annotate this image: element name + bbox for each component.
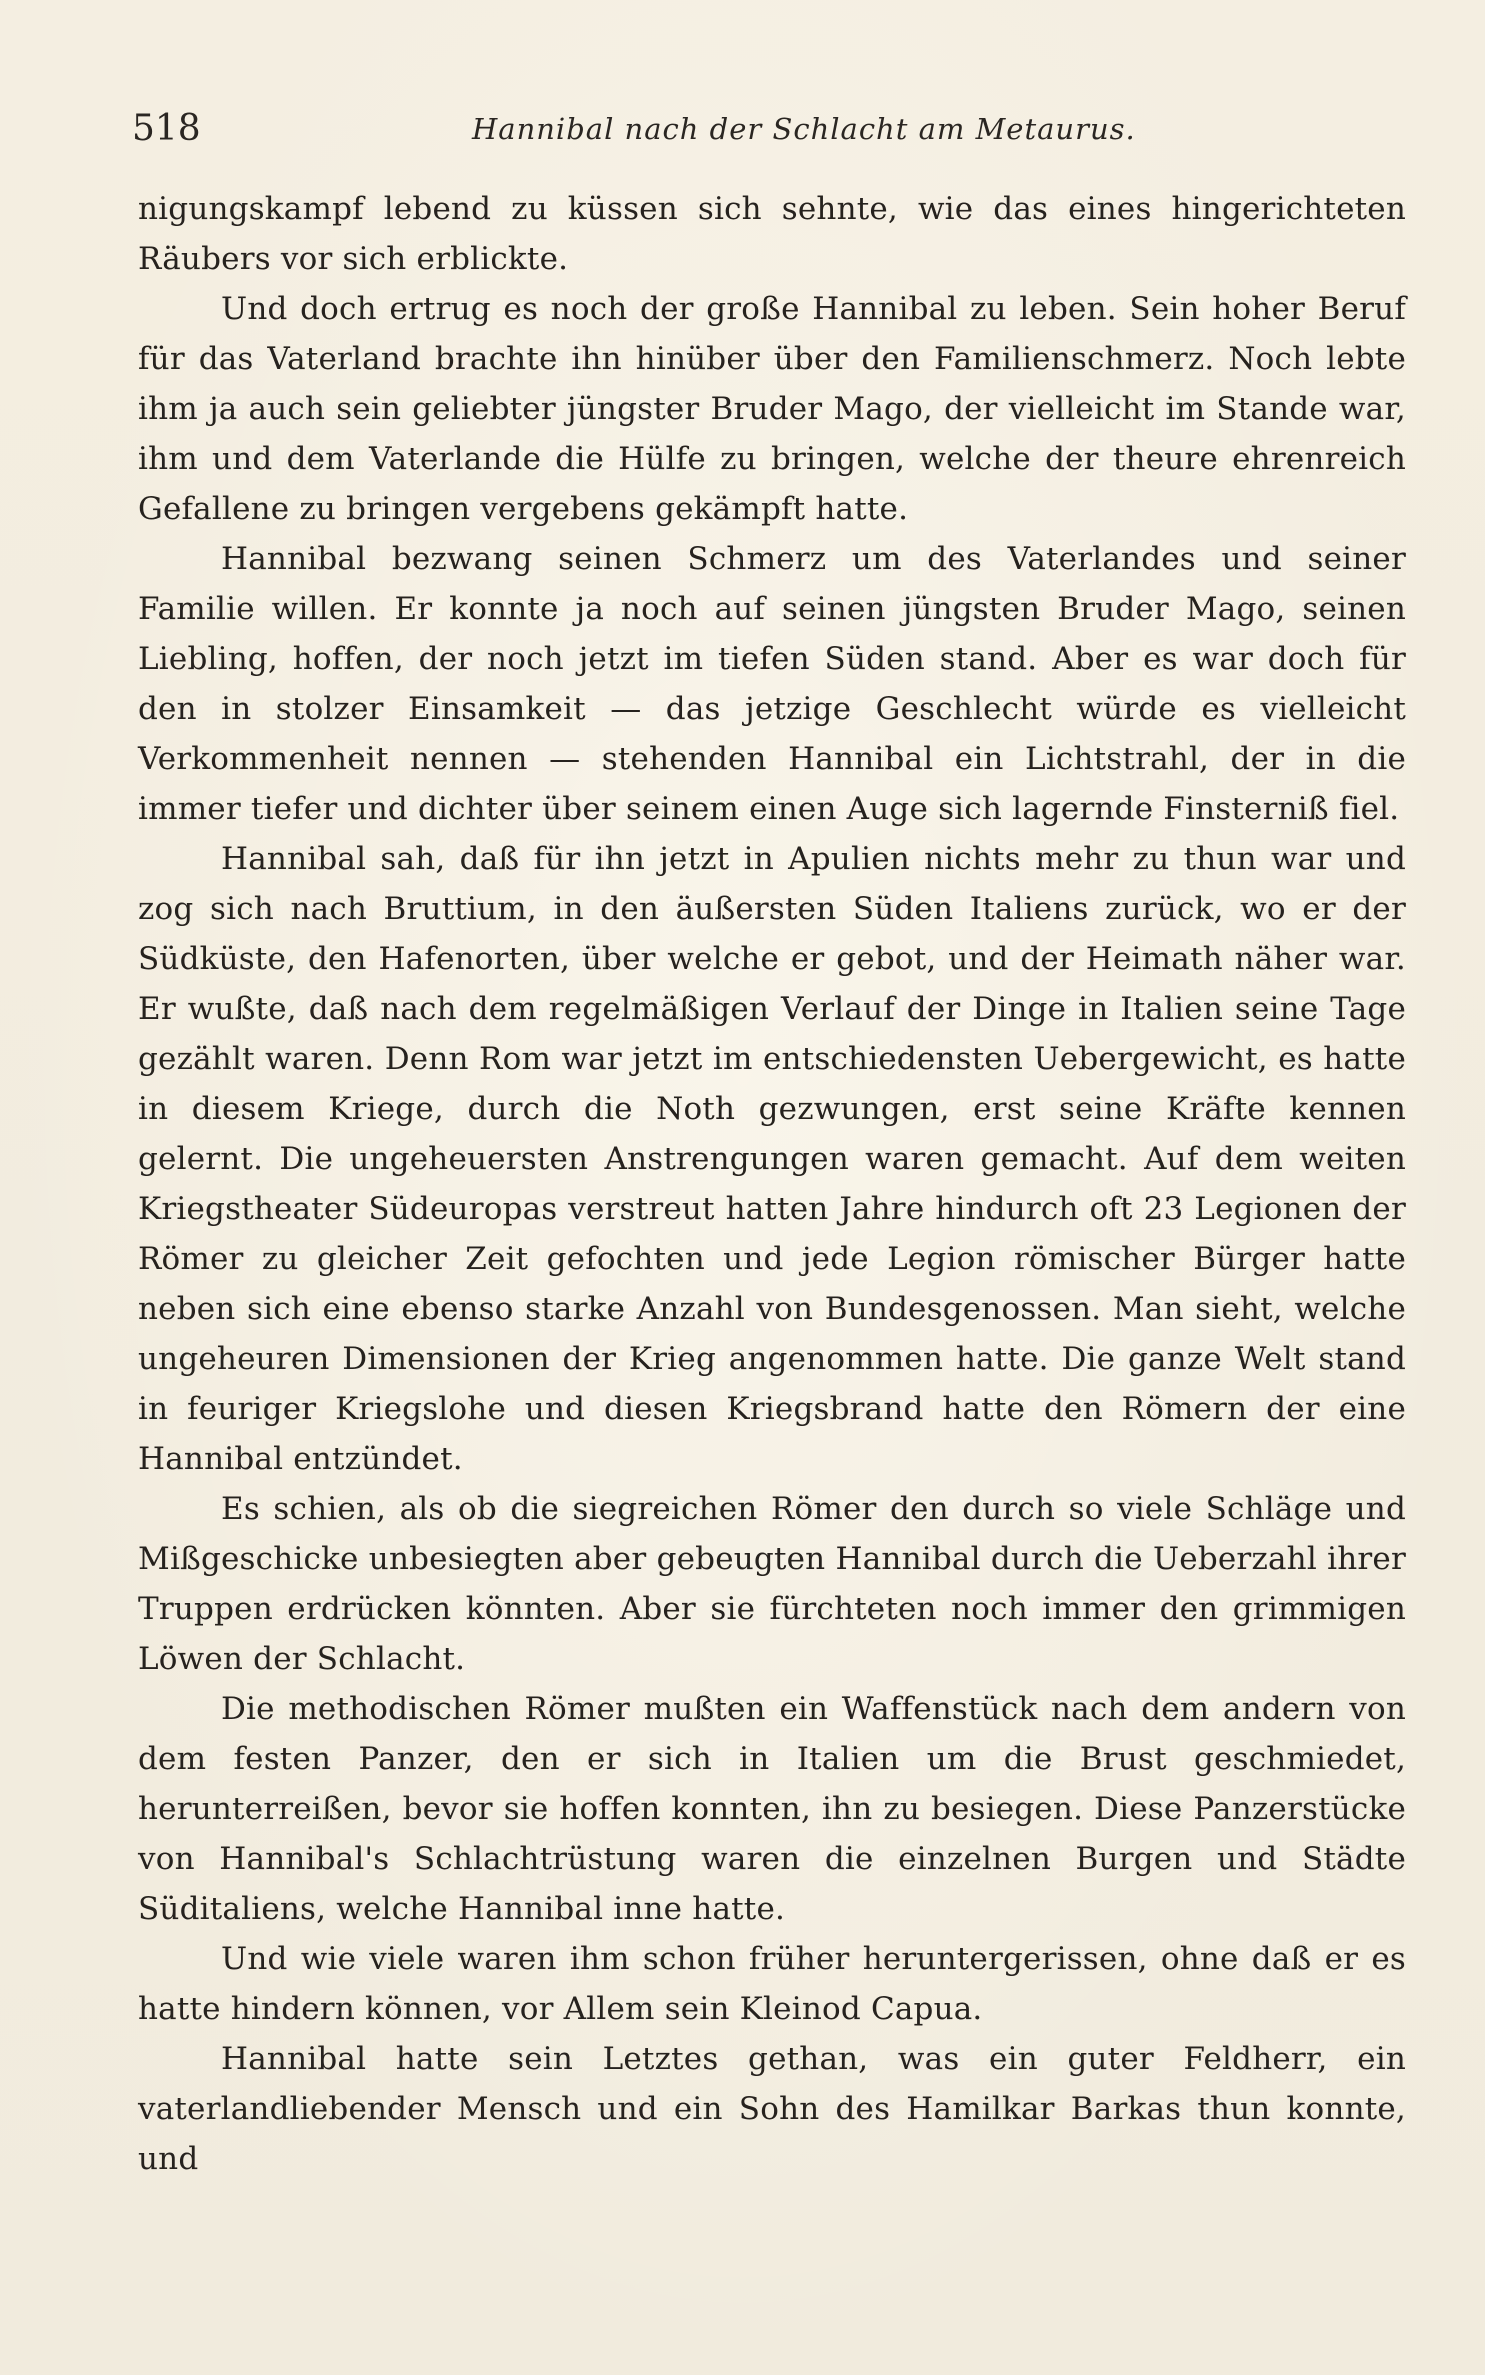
paragraph: Die methodischen Römer mußten ein Waffenstück nach dem andern von dem festen Panzer, den er sich in Italien um die Brust geschmiedet, herunterreißen, bevor sie hoffen konnten, ihn zu besiegen. Diese Panzerstücke von Hannibal's Schlachtrüstung waren die einzelnen Burgen und Städte Süditaliens, welche Hannibal inne hatte. <box>138 1691 1406 1927</box>
paragraph: Es schien, als ob die siegreichen Römer den durch so viele Schläge und Mißgeschicke unbesiegten aber gebeugten Hannibal durch die Ueberzahl ihrer Truppen erdrücken könnten. Aber sie fürchteten noch immer den grimmigen Löwen der Schlacht. <box>138 1491 1406 1677</box>
paragraph: Hannibal sah, daß für ihn jetzt in Apulien nichts mehr zu thun war und zog sich nach Bruttium, in den äußersten Süden Italiens zurück, wo er der Südküste, den Hafenorten, über welche er gebot, und der Heimath näher war. Er wußte, daß nach dem regelmäßigen Verlauf der Dinge in Italien seine Tage gezählt waren. Denn Rom war jetzt im entschiedensten Uebergewicht, es hatte in diesem Kriege, durch die Noth gezwungen, erst seine Kräfte kennen gelernt. Die ungeheuersten Anstrengungen waren gemacht. Auf dem weiten Kriegstheater Südeuropas verstreut hatten Jahre hindurch oft 23 Legionen der Römer zu gleicher Zeit gefochten und jede Legion römischer Bürger hatte neben sich eine ebenso starke Anzahl von Bundesgenossen. Man sieht, welche ungeheuren Dimensionen der Krieg angenommen hatte. Die ganze Welt stand in feuriger Kriegslohe und diesen Kriegsbrand hatte den Römern der eine Hannibal entzündet. <box>138 841 1406 1477</box>
paragraph: Hannibal hatte sein Letztes gethan, was ein guter Feldherr, ein vaterlandliebender Mensch und ein Sohn des Hamilkar Barkas thun konnte, und <box>138 2041 1406 2177</box>
paragraph-continuation: nigungskampf lebend zu küssen sich sehnte, wie das eines hingerichteten Räubers vor sich erblickte. <box>138 191 1406 277</box>
paragraph: Und doch ertrug es noch der große Hannibal zu leben. Sein hoher Beruf für das Vaterland brachte ihn hinüber über den Familienschmerz. Noch lebte ihm ja auch sein geliebter jüngster Bruder Mago, der vielleicht im Stande war, ihm und dem Vaterlande die Hülfe zu bringen, welche der theure ehrenreich Gefallene zu bringen vergebens gekämpft hatte. <box>138 291 1406 527</box>
page-header <box>132 104 1412 154</box>
paragraph: Und wie viele waren ihm schon früher heruntergerissen, ohne daß er es hatte hindern können, vor Allem sein Kleinod Capua. <box>138 1941 1406 2027</box>
page-number: 518 <box>132 108 201 149</box>
running-title: Hannibal nach der Schlacht am Metaurus. <box>472 112 1136 146</box>
body-text <box>138 184 1406 2184</box>
paragraph: Hannibal bezwang seinen Schmerz um des Vaterlandes und seiner Familie willen. Er konnte ja noch auf seinen jüngsten Bruder Mago, seinen Liebling, hoffen, der noch jetzt im tiefen Süden stand. Aber es war doch für den in stolzer Einsamkeit — das jetzige Geschlecht würde es vielleicht Verkommenheit nennen — stehenden Hannibal ein Lichtstrahl, der in die immer tiefer und dichter über seinem einen Auge sich lagernde Finsterniß fiel. <box>138 541 1406 827</box>
